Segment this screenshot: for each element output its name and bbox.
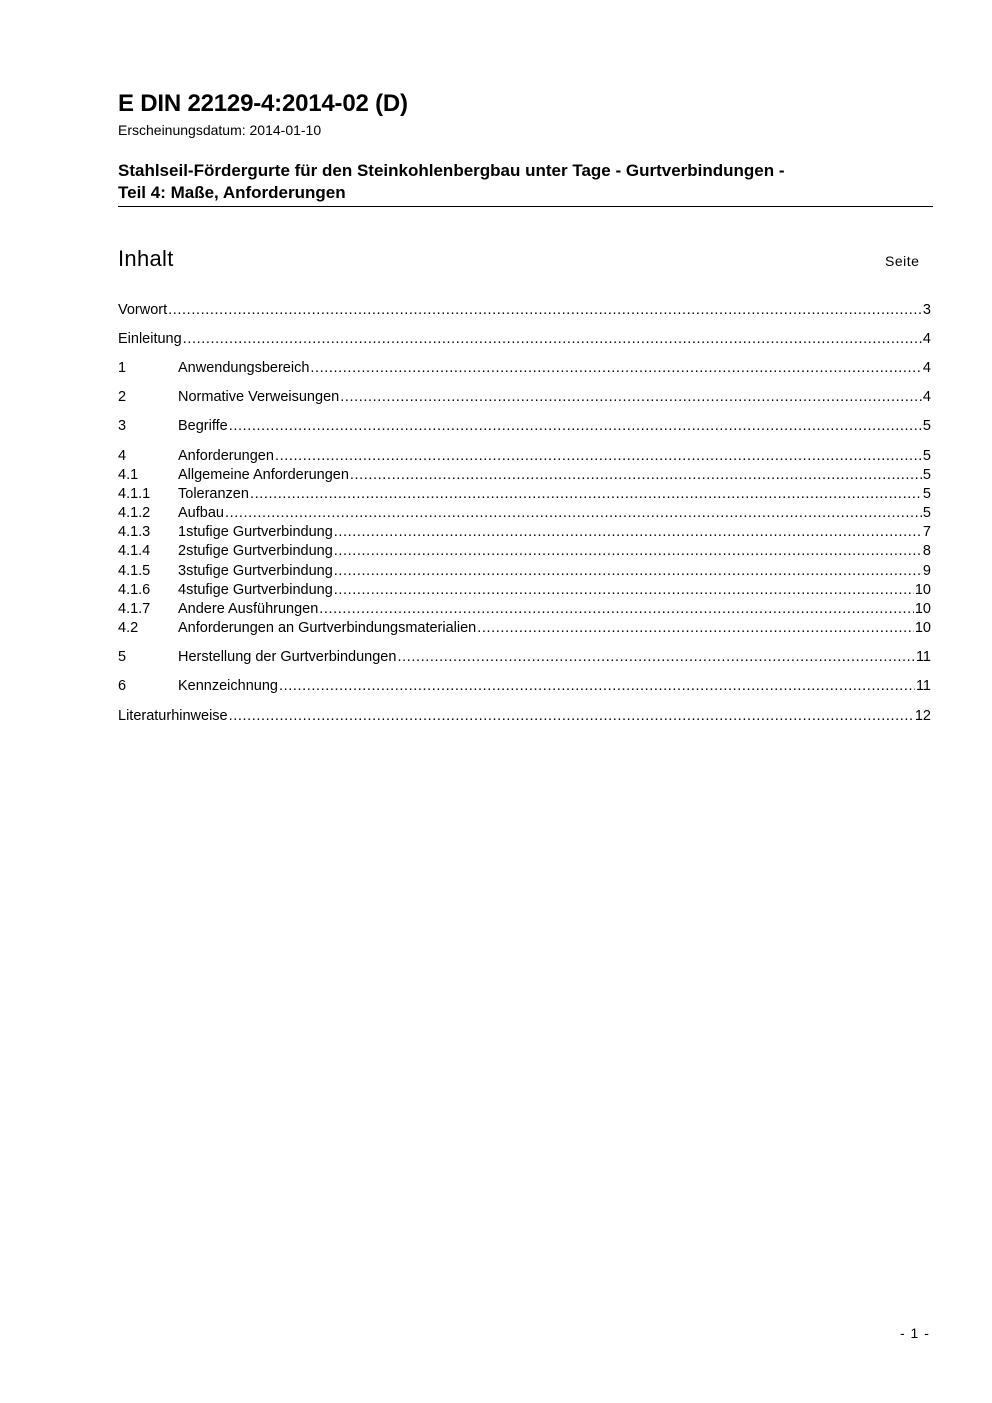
toc-entry-3[interactable] — [118, 417, 931, 436]
toc-entry-page: 5 — [922, 448, 931, 464]
toc-leader-dots — [334, 542, 922, 561]
toc-entry-title: Begriffe — [178, 418, 228, 434]
document-subtitle — [118, 160, 933, 207]
toc-entry-4-1-2[interactable] — [118, 504, 931, 523]
toc-entry-4-1-7[interactable] — [118, 600, 931, 619]
toc-entry-number: 4.1.1 — [118, 486, 151, 502]
toc-leader-dots — [310, 359, 922, 378]
toc-entry-number: 4.1.5 — [118, 563, 151, 579]
toc-entry-4-2[interactable] — [118, 619, 931, 638]
toc-leader-dots — [229, 707, 914, 726]
toc-leader-dots — [334, 523, 922, 542]
toc-entry-title: 2stufige Gurtverbindung — [178, 543, 333, 559]
toc-entry-number: 5 — [118, 649, 127, 665]
toc-entry-page: 10 — [914, 582, 931, 598]
toc-leader-dots — [229, 417, 922, 436]
page-number: - 1 - — [900, 1325, 930, 1341]
toc-entry-title: Anforderungen — [178, 448, 274, 464]
toc-entry-title: 4stufige Gurtverbindung — [178, 582, 333, 598]
toc-entry-page: 4 — [922, 389, 931, 405]
toc-heading: Inhalt — [118, 246, 174, 271]
toc-entry-number: 4.1 — [118, 467, 139, 483]
toc-entry-page: 5 — [922, 418, 931, 434]
toc-entry-title: Toleranzen — [178, 486, 249, 502]
toc-leader-dots — [279, 677, 915, 696]
toc-entry-title: Einleitung — [118, 331, 182, 347]
toc-leader-dots — [183, 330, 922, 349]
subtitle-line-1: Stahlseil-Fördergurte für den Steinkohlenbergbau unter Tage - Gurtverbindungen - — [118, 161, 785, 180]
toc-entry-title: Kennzeichnung — [178, 678, 278, 694]
toc-entry-page: 8 — [922, 543, 931, 559]
toc-entry-page: 5 — [922, 486, 931, 502]
toc-entry-page: 5 — [922, 467, 931, 483]
toc-entry-title: Aufbau — [178, 505, 224, 521]
toc-leader-dots — [319, 600, 914, 619]
document-title: E DIN 22129-4:2014-02 (D) — [118, 90, 408, 117]
toc-entry-einleitung[interactable] — [118, 330, 931, 349]
toc-entry-title: Andere Ausführungen — [178, 601, 319, 617]
toc-entry-5[interactable] — [118, 648, 931, 667]
toc-entry-title: 3stufige Gurtverbindung — [178, 563, 333, 579]
toc-entry-4[interactable] — [118, 447, 931, 466]
toc-entry-page: 7 — [922, 524, 931, 540]
toc-entry-title: Literaturhinweise — [118, 708, 228, 724]
toc-leader-dots — [168, 301, 922, 320]
toc-entry-number: 4.2 — [118, 620, 139, 636]
toc-entry-1[interactable] — [118, 359, 931, 378]
toc-page-label: Seite — [885, 253, 920, 269]
toc-entry-page: 4 — [922, 331, 931, 347]
subtitle-line-2: Teil 4: Maße, Anforderungen — [118, 183, 346, 202]
toc-entry-number: 4.1.2 — [118, 505, 151, 521]
toc-entry-title: Anwendungsbereich — [178, 360, 310, 376]
toc-entry-page: 3 — [922, 302, 931, 318]
toc-entry-title: Herstellung der Gurtverbindungen — [178, 649, 397, 665]
toc-leader-dots — [350, 466, 922, 485]
toc-entry-number: 4.1.3 — [118, 524, 151, 540]
toc-entry-4-1-6[interactable] — [118, 581, 931, 600]
toc-entry-title: Allgemeine Anforderungen — [178, 467, 349, 483]
toc-leader-dots — [334, 581, 914, 600]
toc-entry-4-1-1[interactable] — [118, 485, 931, 504]
toc-entry-4-1-4[interactable] — [118, 542, 931, 561]
toc-leader-dots — [477, 619, 914, 638]
toc-entry-4-1[interactable] — [118, 466, 931, 485]
toc-entry-page: 10 — [914, 601, 931, 617]
toc-entry-number: 2 — [118, 389, 127, 405]
toc-entry-number: 6 — [118, 678, 127, 694]
toc-entry-page: 11 — [915, 678, 931, 694]
toc-entry-page: 12 — [914, 708, 931, 724]
toc-leader-dots — [340, 388, 922, 407]
toc-entry-number: 4 — [118, 448, 127, 464]
toc-entry-4-1-3[interactable] — [118, 523, 931, 542]
toc-leader-dots — [275, 447, 922, 466]
toc-leader-dots — [334, 562, 922, 581]
toc-entry-page: 10 — [914, 620, 931, 636]
toc-entry-title: Anforderungen an Gurtverbindungsmaterialien — [178, 620, 477, 636]
toc-entry-vorwort[interactable] — [118, 301, 931, 320]
toc-entry-number: 3 — [118, 418, 127, 434]
toc-entry-2[interactable] — [118, 388, 931, 407]
toc-entry-page: 9 — [922, 563, 931, 579]
toc-leader-dots — [250, 485, 922, 504]
toc-entry-title: Vorwort — [118, 302, 168, 318]
toc-entry-title: Normative Verweisungen — [178, 389, 340, 405]
toc-leader-dots — [225, 504, 922, 523]
toc-entry-page: 4 — [922, 360, 931, 376]
toc-entry-number: 4.1.4 — [118, 543, 151, 559]
toc-entry-number: 4.1.7 — [118, 601, 151, 617]
toc-entry-page: 5 — [922, 505, 931, 521]
toc-entry-page: 11 — [915, 649, 931, 665]
toc-entry-number: 1 — [118, 360, 127, 376]
toc-entry-literaturhinweise[interactable] — [118, 707, 931, 726]
toc-leader-dots — [397, 648, 915, 667]
toc-entry-title: 1stufige Gurtverbindung — [178, 524, 333, 540]
toc-entry-6[interactable] — [118, 677, 931, 696]
publication-date: Erscheinungsdatum: 2014-01-10 — [118, 122, 322, 138]
toc-entry-4-1-5[interactable] — [118, 562, 931, 581]
toc-entry-number: 4.1.6 — [118, 582, 151, 598]
